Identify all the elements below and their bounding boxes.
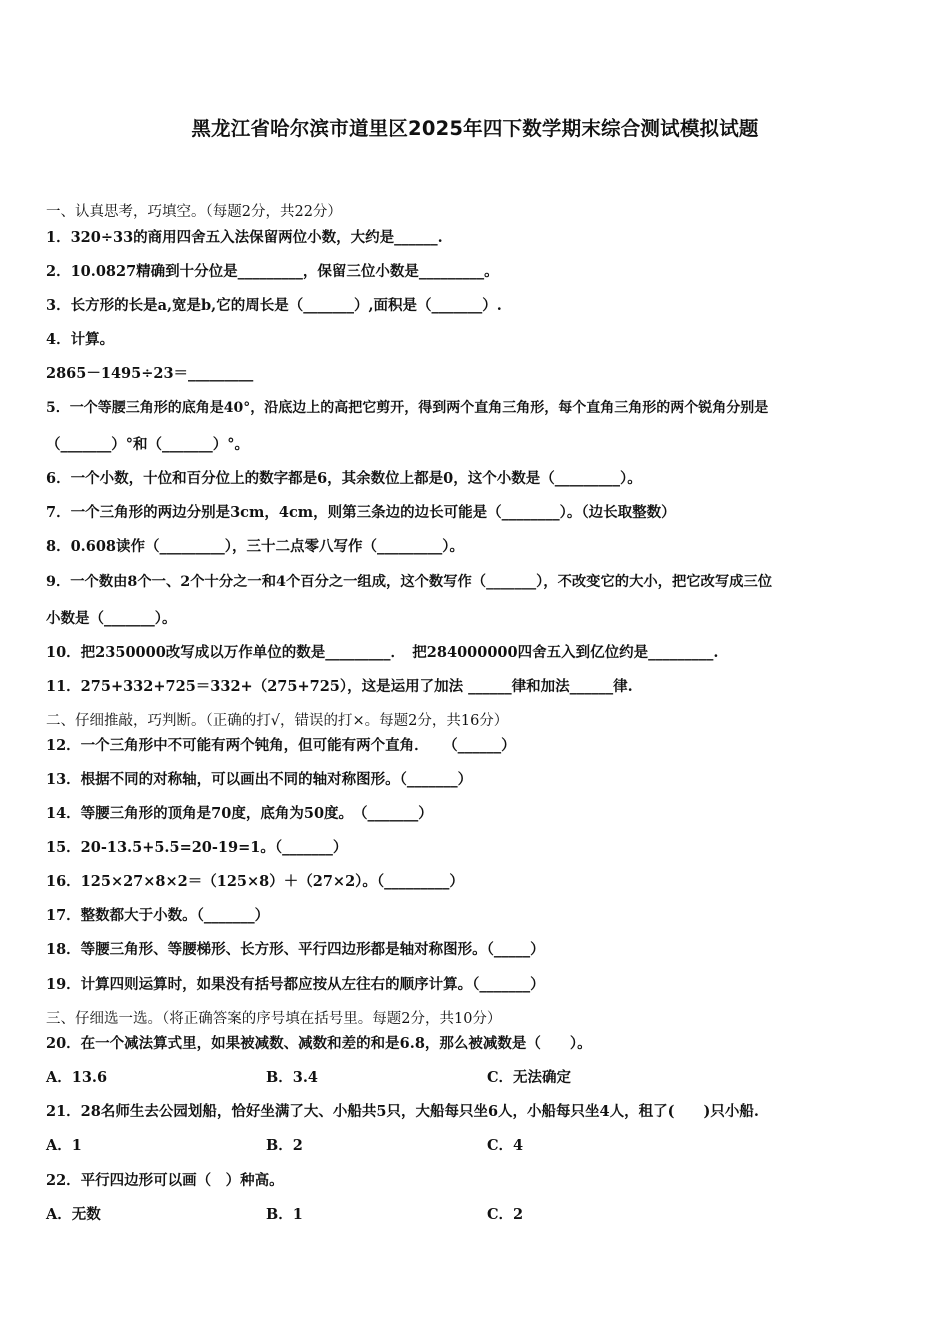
section-3-heading: 三、仔细选一选。（将正确答案的序号填在括号里。每题2分，共10分） (46, 1011, 502, 1027)
question-18: 18．等腰三角形、等腰梯形、长方形、平行四边形都是轴对称图形。（_____） (46, 941, 545, 958)
question-21-option-c: C．4 (487, 1137, 524, 1154)
question-11: 11．275+332+725＝332+（275+725），这是运用了加法 ______律和加法______律. (46, 678, 633, 695)
question-14: 14．等腰三角形的顶角是70度，底角为50度。 （_______） (46, 805, 433, 822)
section-1-heading: 一、认真思考，巧填空。（每题2分，共22分） (46, 204, 342, 220)
question-4: 4．计算。 (46, 331, 115, 348)
question-19: 19．计算四则运算时，如果没有括号都应按从左往右的顺序计算。（_______） (46, 976, 545, 993)
question-15: 15．20-13.5+5.5=20-19=1。（_______） (46, 839, 348, 856)
question-21-option-a: A．1 (46, 1137, 82, 1154)
question-22-option-c: C．2 (487, 1206, 524, 1223)
question-16: 16．125×27×8×2＝（125×8）＋（27×2）。（_________） (46, 873, 464, 890)
page-title: 黑龙江省哈尔滨市道里区2025年四下数学期末综合测试模拟试题 (191, 117, 759, 140)
question-4-expression: 2865－1495÷23＝_________ (46, 365, 254, 382)
question-22-option-a: A．无数 (46, 1206, 101, 1223)
question-8: 8．0.608读作（_________），三十二点零八写作（_________）。 (46, 538, 464, 555)
question-5-line-2: （_______）°和（_______）°。 (46, 436, 249, 453)
question-17: 17．整数都大于小数。（_______） (46, 907, 270, 924)
question-20: 20．在一个减法算式里，如果被减数、减数和差的和是6.8，那么被减数是（ ）。 (46, 1035, 592, 1052)
question-22: 22．平行四边形可以画（ ）种高。 (46, 1172, 284, 1189)
question-20-option-c: C．无法确定 (487, 1069, 572, 1086)
question-9-line-2: 小数是（_______）。 (46, 610, 177, 627)
question-7: 7．一个三角形的两边分别是3cm，4cm，则第三条边的边长可能是（________）。（边长取整数） (46, 504, 676, 521)
question-1: 1．320÷33的商用四舍五入法保留两位小数，大约是______. (46, 229, 443, 246)
question-2: 2．10.0827精确到十分位是_________，保留三位小数是_________。 (46, 263, 499, 280)
question-9-line-1: 9．一个数由8个一、2个十分之一和4个百分之一组成，这个数写作（_______），不改变它的大小，把它改写成三位 (46, 574, 773, 590)
question-3: 3．长方形的长是a,宽是b,它的周长是（_______）,面积是（_______）. (46, 297, 502, 314)
question-20-option-b: B．3.4 (266, 1069, 318, 1086)
question-21: 21．28名师生去公园划船，恰好坐满了大、小船共5只，大船每只坐6人，小船每只坐4人，租了( )只小船. (46, 1103, 759, 1120)
question-20-option-a: A．13.6 (46, 1069, 108, 1086)
question-5-line-1: 5．一个等腰三角形的底角是40°，沿底边上的高把它剪开，得到两个直角三角形，每个直角三角形的两个锐角分别是 (46, 400, 769, 416)
question-6: 6．一个小数，十位和百分位上的数字都是6，其余数位上都是0，这个小数是（_________）。 (46, 470, 642, 487)
question-22-option-b: B．1 (266, 1206, 303, 1223)
question-10: 10．把2350000改写成以万作单位的数是_________． 把284000000四舍五入到亿位约是_________. (46, 644, 719, 661)
question-12: 12．一个三角形中不可能有两个钝角，但可能有两个直角． （______） (46, 737, 516, 754)
section-2-heading: 二、仔细推敲，巧判断。（正确的打√，错误的打×。每题2分，共16分） (46, 713, 509, 729)
question-21-option-b: B．2 (266, 1137, 303, 1154)
question-13: 13．根据不同的对称轴，可以画出不同的轴对称图形。（_______） (46, 771, 473, 788)
